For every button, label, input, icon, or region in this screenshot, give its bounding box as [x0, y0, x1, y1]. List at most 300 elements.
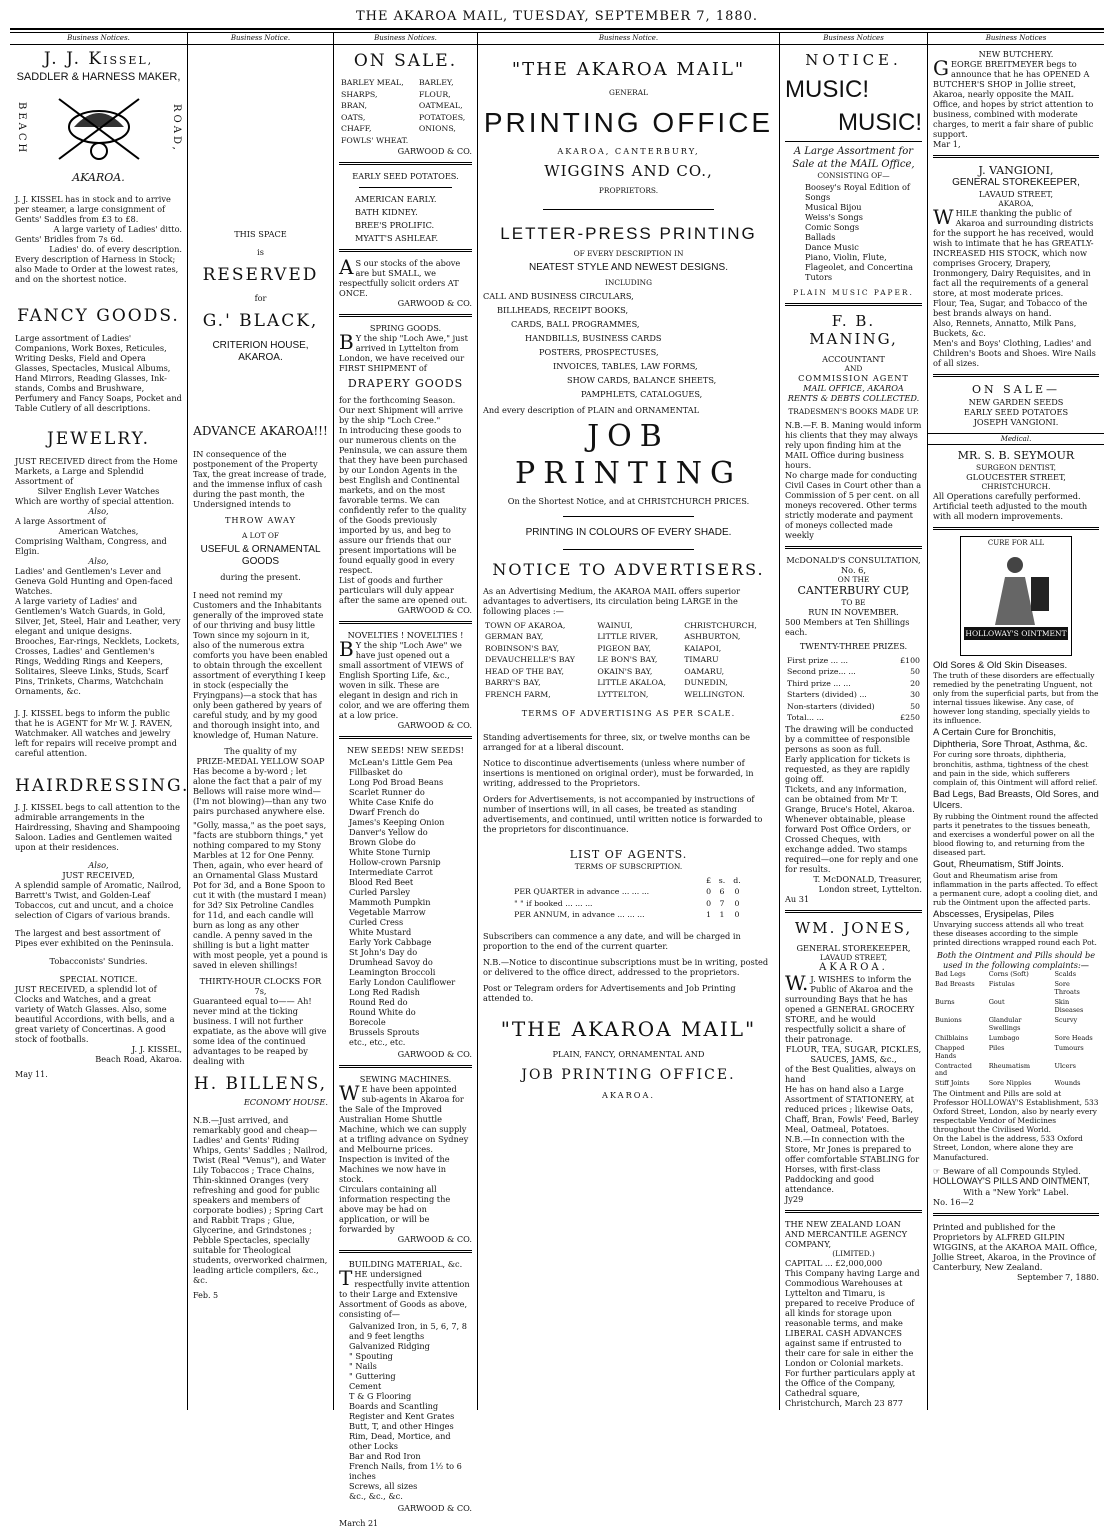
- notice-p6: Post or Telegram orders for Advertisements and Job Printing attended to.: [483, 982, 736, 1003]
- table-cell: Fistulas: [988, 980, 1015, 989]
- shortest-notice: On the Shortest Notice, and at CHRISTCHURCH PRICES.: [507, 496, 750, 507]
- maning-p2: No charge made for conducting Civil Cases in Court other than a Commission of 5 per cent. on all moneys recovered. Other terms strictly moderate and payment of moneys collected made weekly: [785, 470, 922, 541]
- table-header: d.: [733, 875, 741, 885]
- table-row: [785, 678, 922, 690]
- terms: TERMS OF ADVERTISING AS PER SCALE.: [521, 708, 736, 719]
- fancy-heading: FANCY GOODS.: [17, 306, 180, 327]
- mcd-cup: CANTERBURY CUP,: [797, 584, 910, 598]
- table-cell: 0: [734, 910, 740, 920]
- useful-goods: USEFUL & ORNAMENTAL GOODS: [200, 544, 321, 568]
- table-cell: Total... ...: [787, 713, 824, 723]
- table-cell: DEVAUCHELLE'S BAY: [485, 655, 575, 665]
- list-item: Curled Parsley: [349, 886, 410, 897]
- building-text: THE undersigned respectfully invite attention to their Large and Extensive Assortment of Goods as above, consisting of—: [339, 1265, 470, 1319]
- mail-office: MAIL OFFICE, AKAROA: [803, 383, 904, 394]
- table-cell: LITTLE RIVER,: [597, 632, 659, 642]
- spring-p2: for the forthcoming Season. Our next Shipment will arrive by the ship "Loch Cree.": [339, 394, 463, 425]
- list-item: SHOW CARDS, BALANCE SHEETS,: [567, 374, 717, 385]
- table-cell: PER QUARTER in advance ... ... ...: [514, 887, 650, 897]
- seymour-p1: All Operations carefully performed.: [933, 490, 1081, 501]
- hair-text: J. J. KISSEL begs to call attention to the admirable arrangements in the Hairdressing, Shaving and Shampooing Saloon. Ladies and Gentlemen waited upon at their residences.: [15, 802, 181, 853]
- list-item: BREE'S PROLIFIC.: [355, 220, 435, 231]
- table-row: [785, 655, 922, 667]
- table-cell: POTATOES,: [418, 112, 466, 122]
- notice-text: As an Advertising Medium, the AKAROA MAIL offers superior advantages to advertisers, its circulation being LARGE in the following places :—: [483, 585, 741, 616]
- list-item: Boards and Scantling: [349, 1400, 439, 1411]
- list-item: INVOICES, TABLES, LAW FORMS,: [553, 360, 698, 371]
- table-row: [933, 970, 1099, 980]
- drapery: DRAPERY GOODS: [347, 377, 464, 391]
- table-cell: Burns: [935, 998, 955, 1007]
- figure-icon: [961, 547, 1069, 627]
- list-item: Danver's Yellow do: [349, 826, 428, 837]
- list-item: CARDS, BALL PROGRAMMES,: [511, 318, 640, 329]
- table-cell: FRENCH FARM,: [485, 689, 551, 699]
- table-row: [339, 135, 472, 147]
- table-cell: Starters (divided) ...: [787, 690, 867, 700]
- kissel-p4: Ladies' do. of every description.: [49, 244, 182, 255]
- wm-jones: WM. JONES,: [794, 918, 913, 937]
- wm-p3: N.B.—In connection with the Store, Mr Jones is prepared to offer comfortable STABLING for Horses, with first-class Paddocking and good attendance.: [785, 1134, 920, 1195]
- beware-3: With a "New York" Label.: [963, 1186, 1069, 1197]
- table-cell: Bunions: [935, 1015, 962, 1024]
- mcd-members: 500 Members at Ten Shillings each.: [785, 616, 910, 637]
- spring-heading: SPRING GOODS.: [369, 323, 442, 334]
- nz-heading: THE NEW ZEALAND LOAN AND MERCANTILE AGENCY COMPANY,: [785, 1219, 908, 1250]
- butchery-date: Mar 1,: [933, 138, 961, 149]
- and: AND: [844, 364, 863, 374]
- table-cell: LITTLE AKALOA,: [597, 678, 666, 688]
- saddle-illustration-row: [15, 87, 182, 171]
- colours: PRINTING IN COLOURS OF EVERY SHADE.: [525, 527, 732, 539]
- table-row: [933, 1016, 1099, 1034]
- garwood-sig: GARWOOD & CO.: [397, 719, 472, 730]
- list-item: Butt, T, and other Hinges: [349, 1420, 454, 1431]
- table-row: [785, 712, 922, 724]
- table-cell: DUNEDIN,: [684, 678, 728, 688]
- table-row: [339, 123, 472, 135]
- commission-agent: COMMISSION AGENT: [798, 373, 909, 384]
- space-line-2: is: [257, 246, 264, 257]
- space-line-4: for: [254, 293, 267, 304]
- list-item: Drumhead Savoy do: [349, 956, 433, 967]
- table-cell: 0: [734, 898, 740, 908]
- sewing-p2: Inspection is invited of the Machines we now have in stock.: [339, 1153, 450, 1184]
- date: March 21: [339, 1518, 379, 1528]
- list-item: Long Pod Broad Beans: [349, 776, 444, 787]
- table-cell: FOWLS' WHEAT.: [341, 135, 409, 145]
- printed-by: Printed and published for the Proprietors by ALFRED GILPIN WIGGINS, at the AKAROA MAIL Office, Jollie Street, Akaroa, in the Province of Canterbury, New Zealand.: [933, 1221, 1098, 1272]
- rents: RENTS & DEBTS COLLECTED.: [787, 393, 920, 404]
- vangioni-p3: Also, Rennets, Annatto, Milk Pans, Buckets, &c.: [933, 318, 1077, 339]
- jewelry-p8: A large variety of Ladies' and Gentlemen's Watch Guards, in Gold, Silver, Jet, Steel, Hair and Leather, very elegant and unique designs.: [15, 595, 181, 636]
- notice-p5: N.B.—Notice to discontinue subscriptions must be in writing, posted or delivered to the office direct, addressed to the proprietors.: [483, 956, 769, 977]
- table-cell: 1: [706, 910, 712, 920]
- table-cell: BARLEY,: [418, 78, 454, 88]
- jewelry-p7: Ladies' and Gentlemen's Lever and Geneva Gold Hunting and Open-faced Watches.: [15, 565, 173, 596]
- prizes-heading: TWENTY-THREE PRIZES.: [799, 640, 908, 651]
- kissel-name: J. J. KISSEL,: [43, 48, 154, 69]
- notice-advertisers: NOTICE TO ADVERTISERS.: [492, 560, 765, 580]
- list-item: Comic Songs: [805, 221, 860, 232]
- sundries: Tobacconists' Sundries.: [49, 956, 148, 967]
- special-heading: SPECIAL NOTICE.: [59, 974, 138, 985]
- kissel-p2: A large variety of Ladies' ditto.: [53, 224, 182, 235]
- table-cell: 7: [719, 898, 725, 908]
- column-header: Business Notice.: [188, 32, 333, 45]
- vangioni-early: EARLY SEED POTATOES: [963, 406, 1069, 417]
- notice-heading: NOTICE.: [805, 50, 902, 69]
- list-item: MYATT'S ASHLEAF.: [355, 233, 439, 244]
- table-cell: Stiff Joints: [935, 1079, 970, 1088]
- mcd-p1: The drawing will be conducted by a committee of responsible persons as soon as full.: [785, 723, 914, 754]
- table-cell: CHAFF,: [341, 124, 372, 134]
- consisting: CONSISTING OF—: [817, 170, 890, 180]
- notice-p4: Subscribers can commence a any date, and will be charged in proportion to the end of the current quarter.: [483, 930, 741, 951]
- subscription-heading: TERMS OF SUBSCRIPTION.: [574, 861, 683, 871]
- list-item: Dance Music: [805, 241, 859, 252]
- table-row: [483, 677, 774, 689]
- quality: The quality of my: [224, 746, 297, 757]
- list-item: Boosey's Royal Edition of Songs: [805, 181, 910, 202]
- list-item: " Guttering: [349, 1370, 396, 1381]
- table-cell: PER ANNUM, in advance ... ... ...: [514, 910, 645, 920]
- vangioni-onsale: ON SALE—: [972, 383, 1060, 397]
- table-cell: TIMARU: [684, 655, 719, 665]
- table-cell: ONIONS,: [418, 124, 456, 134]
- mcd-date: Au 31: [785, 893, 810, 904]
- garwood-sig: GARWOOD & CO.: [397, 1233, 472, 1244]
- cure-label: CURE FOR ALL: [987, 538, 1045, 547]
- list-item: Round White do: [349, 1006, 416, 1017]
- job-printing: JOB PRINTING: [515, 418, 742, 491]
- ailments-table: [933, 970, 1099, 1089]
- table-cell: BARLEY MEAL,: [341, 78, 404, 88]
- issue-date: September 7, 1880.: [1016, 1271, 1099, 1282]
- early-heading: EARLY SEED POTATOES.: [352, 171, 459, 182]
- medical-header: Medical.: [928, 433, 1104, 446]
- table-cell: Glandular Swellings: [988, 1015, 1022, 1032]
- jewelry-p3: Which are worthy of special attention.: [15, 495, 175, 506]
- table-row: [933, 1079, 1099, 1089]
- table-cell: Second prize... ...: [787, 667, 856, 677]
- soap: PRIZE-MEDAL YELLOW SOAP: [196, 756, 325, 767]
- surgeon: SURGEON DENTIST,: [976, 462, 1056, 472]
- list-item: White Case Knife do: [349, 796, 434, 807]
- table-cell: Skin Diseases: [1054, 998, 1084, 1014]
- list-item: Scarlet Runner do: [349, 786, 425, 797]
- table-row: [483, 689, 774, 701]
- mcd-on: ON THE: [837, 575, 870, 585]
- jewelry-p10: J. J. KISSEL begs to inform the public that he is AGENT for Mr W. J. RAVEN, Watchmaker. All watches and jewelry left for repairs will receive prompt and careful attention.: [15, 707, 177, 758]
- table-row: [483, 620, 774, 632]
- table-cell: £100: [900, 655, 920, 665]
- clocks: THIRTY-HOUR CLOCKS FOR 7s,: [199, 976, 322, 997]
- saddle-illustration-icon: [49, 89, 149, 169]
- table-cell: Contracted and: [935, 1061, 972, 1078]
- column-header: Business Notice.: [478, 32, 779, 45]
- seeds-list: [339, 757, 472, 1047]
- table-cell: Corns (Soft): [988, 970, 1029, 979]
- table-cell: Third prize ... ...: [787, 678, 851, 688]
- economy-house: ECONOMY HOUSE.: [243, 1097, 328, 1108]
- list-item: Round Red do: [349, 996, 408, 1007]
- table-cell: Sore Throats: [1054, 980, 1080, 997]
- column-header: Business Notices: [780, 32, 927, 45]
- including: INCLUDING: [605, 277, 652, 287]
- table-cell: HEAD OF THE BAY,: [485, 666, 564, 676]
- mail-town-2: AKAROA.: [601, 1090, 655, 1101]
- advance-p4: "Golly, massa," as the poet says, "facts are stubborn things," yet nothing compared to my Stony Marbles at 12 for One Penny. Then, again, who ever heard of an Ornamental Glass Mustard Pot for 3d, and a Bone Spoon to cut it with (the mustard I mean) for 3d? Six Petroline Candles for 11d, and each candle will burn as long as any other candle. A penny saved in the shilling is but a light matter with most people, yet a pound is saved in eleven shillings!: [193, 820, 328, 971]
- side-label-left: BEACH: [16, 102, 28, 156]
- masthead-rule: [10, 28, 1104, 30]
- list-item: Brown Globe do: [349, 836, 416, 847]
- list-item: Blood Red Beet: [349, 876, 414, 887]
- table-cell: £250: [900, 713, 920, 723]
- nz-p2: For further particulars apply at the Office of the Company, Cathedral square,: [785, 1368, 916, 1399]
- advance-p6: N.B.—Just arrived, and remarkably good and cheap—Ladies' and Gents' Riding Whips, Gents' Saddles ; Nailrod, Twist (Real "Venus"), and Water Lily Tobaccos ; Trace Chains, Thin-skinned Oranges (very refreshing and good for public speakers and members of corporate bodies) ; Spring Cart and Rabbit Traps ; Glue, Glycerine, and Grindstones ; Pebble Spectacles, specially suitable for Theological students, overworked chairmen, leading article compilers, &c., &c.: [193, 1115, 328, 1286]
- table-cell: TOWN OF AKAROA,: [485, 620, 566, 630]
- garwood-sig: GARWOOD & CO.: [397, 604, 472, 615]
- table-cell: Bad Breasts: [935, 980, 975, 989]
- table-cell: Ulcers: [1054, 1061, 1076, 1070]
- jewelry-also-2: Also,: [88, 555, 109, 566]
- spring-p3: In introducing these goods to our numerous clients on the Peninsula, we can assure them that they have been purchased by our London Agents in the best English and Continental markets, and on the most favorable terms. We can confidently refer to the quality of the Goods previously imported by us, and beg to assure our friends that our present importations will be found equally good in every respect.: [339, 424, 468, 575]
- list-item: CALL AND BUSINESS CIRCULARS,: [483, 290, 634, 301]
- abscesses: Abscesses, Erysipelas, Piles: [933, 908, 1054, 920]
- list-item: Hollow-crown Parsnip: [349, 856, 441, 867]
- vangioni-lavaud: LAVAUD STREET,: [978, 189, 1054, 200]
- wm-lavaud: LAVAUD STREET,: [819, 953, 888, 963]
- mcd-p4: Whenever obtainable, please forward Post Office Orders, or Crossed Cheques, with exchange added. Two stamps required—one for reply and one for results.: [785, 813, 919, 874]
- vangioni-p2: Flour, Tea, Sugar, and Tobacco of the best brands always on hand.: [933, 298, 1088, 319]
- column-header: Business Notices.: [334, 32, 477, 45]
- table-row: [512, 898, 745, 910]
- sewing-p3: Circulars containing all information respecting the above may be had on application, or will be forwarded by: [339, 1183, 451, 1234]
- list-item: Bar and Rod Iron: [349, 1450, 421, 1461]
- date: May 11.: [15, 1070, 48, 1080]
- nz-capital: CAPITAL ... £2,000,000: [785, 1258, 883, 1269]
- kissel-p1: J. J. KISSEL has in stock and to arrive per steamer, a large consignment of Gents' Saddles from £3 to £8.: [15, 194, 171, 225]
- table-row: [785, 689, 922, 701]
- ad-number: No. 16—2: [933, 1196, 974, 1207]
- advance-p5: Guaranteed equal to—— Ah! never mind at the ticking business. I will not further expatiate, as the above will give some idea of the continued advantages to be reaped by dealing with: [193, 996, 327, 1067]
- mcd-sig-1: T. McDONALD, Treasurer,: [813, 873, 922, 884]
- accountant: ACCOUNTANT: [822, 354, 885, 365]
- sold-text: The Ointment and Pills are sold at Professor HOLLOWAY'S Establishment, 533 Oxford Street, London, also by nearly every respectable Vendor of Medicines throughout the Civilised World.: [933, 1089, 1099, 1135]
- table-cell: OAMARU,: [684, 666, 725, 676]
- sewing-heading: SEWING MACHINES.: [359, 1073, 452, 1084]
- billens: H. BILLENS,: [193, 1074, 328, 1095]
- of-every: OF EVERY DESCRIPTION IN: [573, 248, 684, 258]
- list-item: Piano, Violin, Flute, Flageolet, and Concertina Tutors: [805, 251, 914, 282]
- list-item: Vegetable Marrow: [349, 906, 426, 917]
- list-item: Screws, all sizes: [349, 1480, 418, 1491]
- table-cell: Lumbago: [988, 1033, 1020, 1042]
- spring-p1: BY the ship "Loch Awe," just arrived in Lyttelton from London, we have received our FIRST SHIPMENT of: [339, 330, 468, 374]
- list-item: Early London Cauliflower: [349, 976, 456, 987]
- table-row: [339, 112, 472, 124]
- wm-gen: GENERAL STOREKEEPER,: [796, 943, 911, 954]
- list-item: Rim, Dead, Mortice, and other Locks: [349, 1430, 451, 1451]
- list-item: " Nails: [349, 1360, 377, 1371]
- table-cell: SHARPS,: [341, 89, 378, 99]
- plain-music-paper: PLAIN MUSIC PAPER.: [793, 287, 914, 297]
- music-1: MUSIC!: [785, 75, 869, 103]
- list-item: McLean's Little Gem Pea: [349, 756, 453, 767]
- general: GENERAL: [609, 88, 648, 98]
- table-row: [933, 980, 1099, 998]
- garwood-sig: GARWOOD & CO.: [397, 1048, 472, 1059]
- onsale-heading: ON SALE.: [353, 50, 458, 71]
- wm-p2: He has on hand also a Large Assortment of STATIONERY, at reduced prices ; likewise Oats, Chaff, Bran, Fowls' Feed, Barley Meal, Oatmeal, Potatoes.: [785, 1084, 919, 1135]
- mcd-run: RUN IN NOVEMBER.: [808, 606, 899, 617]
- column-header: Business Notices: [928, 32, 1104, 45]
- table-cell: LE BON'S BAY,: [597, 655, 658, 665]
- books: TRADESMEN'S BOOKS MADE UP.: [788, 407, 919, 417]
- table-cell: ASHBURTON,: [684, 632, 741, 642]
- table-cell: Tumours: [1054, 1043, 1084, 1052]
- list-item: Brussels Sprouts: [349, 1026, 420, 1037]
- vangioni-gen: GENERAL STOREKEEPER,: [952, 176, 1080, 188]
- table-cell: WAINUI,: [597, 620, 633, 630]
- seymour: MR. S. B. SEYMOUR: [957, 449, 1075, 463]
- advance-heading: ADVANCE AKAROA!!!: [193, 424, 328, 439]
- wm-flour: FLOUR, TEA, SUGAR, PICKLES, SAUCES, JAMS, &c.,: [785, 1044, 922, 1065]
- table-cell: Non-starters (divided): [787, 701, 875, 711]
- table-cell: [417, 135, 472, 147]
- garwood-sig: GARWOOD & CO.: [397, 1502, 472, 1513]
- both-heading: Both the Ointment and Pills should be used in the following complaints:—: [936, 950, 1096, 971]
- kissel-sig-1: J. J. KISSEL,: [131, 1044, 182, 1055]
- tobacco-text: A splendid sample of Aromatic, Nailrod, Barrett's Twist, and Golden-Leaf Tobaccos, cut and uncut, and a choice selection of Cigars of various brands.: [15, 880, 182, 921]
- printing-office: PRINTING OFFICE: [483, 106, 774, 138]
- list-item: PAMPHLETS, CATALOGUES,: [581, 388, 703, 399]
- list-item: Long Red Radish: [349, 986, 420, 997]
- table-cell: OATS,: [341, 112, 366, 122]
- wiggins: WIGGINS AND CO.,: [544, 161, 713, 180]
- kissel-town: AKAROA.: [72, 170, 125, 184]
- kissel-p3: Gents' Bridles from 7s 6d.: [15, 234, 124, 245]
- jewelry-heading: JEWELRY.: [46, 428, 151, 449]
- table-cell: 0: [706, 887, 712, 897]
- table-row: [339, 89, 472, 101]
- jewelry-p6: Comprising Waltham, Congress, and Elgin.: [15, 535, 167, 556]
- mail-town: AKAROA, CANTERBURY,: [557, 145, 700, 156]
- advance-p1: IN consequence of the postponement of the Property Tax, the great increase of trade, and the immense influx of cash during the past month, the Undersigned intends to: [193, 449, 327, 509]
- list-item: Musical Bijou: [805, 201, 862, 212]
- kissel-p5: Every description of Harness in Stock; also Made to Order at the lowest rates, and on the shortest notice.: [15, 254, 179, 285]
- table-cell: 30: [910, 690, 920, 700]
- sewing-p1: WE have been appointed sub-agents in Akaroa for the Sale of the Improved Australian Home Shuttle Machine, which we can supply at a trifling advance on Sydney and Melbourne prices.: [339, 1080, 469, 1154]
- abscesses-text: Unvarying success attends all who treat these diseases according to the simple printed directions wrapped round each Pot.: [933, 920, 1097, 948]
- music-list: [785, 182, 922, 282]
- notice-p3: Orders for Advertisements, is not accompanied by instructions of number of insertions will, in all cases, be treated as standing advertisements, and continued, until written notice is forwarded to the proprietors for discontinuance.: [483, 794, 763, 835]
- table-row: [933, 1062, 1099, 1080]
- jewelry-also-1: Also,: [88, 505, 109, 516]
- list-item: White Mustard: [349, 926, 412, 937]
- table-row: [483, 643, 774, 655]
- column-header: Business Notices.: [10, 32, 187, 45]
- mcd-p2: Early application for tickets is requested, as they are rapidly going off.: [785, 753, 911, 784]
- mcd-sig-2: London street, Lyttelton.: [818, 883, 922, 894]
- column-3: [333, 32, 477, 1528]
- table-cell: Sore Heads: [1054, 1033, 1093, 1042]
- table-cell: Chapped Hands: [935, 1043, 965, 1060]
- table-row: [512, 909, 745, 921]
- notice-p1: Standing advertisements for three, six, or twelve months can be arranged for at a liberal discount.: [483, 732, 751, 753]
- mcd-tobe: TO BE: [841, 597, 866, 607]
- list-item: St John's Day do: [349, 946, 418, 957]
- maning: F. B. MANING,: [809, 311, 898, 349]
- garwood-sig: GARWOOD & CO.: [397, 298, 472, 309]
- table-cell: BRAN,: [341, 101, 368, 111]
- bad-legs: Bad Legs, Bad Breasts, Old Sores, and Ulcers.: [933, 788, 1099, 812]
- mcd-heading: McDONALD'S CONSULTATION, No. 6,: [786, 555, 921, 576]
- table-cell: BARRY'S BAY,: [485, 678, 541, 688]
- masthead: THE AKAROA MAIL, TUESDAY, SEPTEMBER 7, 1880.: [355, 9, 759, 24]
- list-item: Cement: [349, 1380, 382, 1391]
- table-cell: Wounds: [1054, 1079, 1081, 1088]
- a-lot-of: A LOT OF: [241, 531, 280, 540]
- table-row: [483, 654, 774, 666]
- list-item: Intermediate Carrot: [349, 866, 433, 877]
- print-list: [483, 291, 774, 399]
- just-received: JUST RECEIVED,: [62, 870, 135, 881]
- proprietors: PROPRIETORS.: [598, 185, 659, 195]
- nz-p1: This Company having Large and Commodious Warehouses at Lyttelton and Timaru, is prepared to receive Produce of all kinds for storage upon reasonable terms, and make LIBERAL CASH ADVANCES against same if entrusted to their care for sale in either the London or Colonial markets.: [785, 1268, 920, 1369]
- table-cell: PIGEON BAY,: [597, 643, 651, 653]
- beware-2: HOLLOWAY'S PILLS AND OINTMENT,: [933, 1175, 1090, 1186]
- table-row: [339, 77, 472, 89]
- fancy-text: Large assortment of Ladies' Companions, Work Boxes, Reticules, Writing Desks, Field and Opera Glasses, Spectacles, Musical Albums, Hand Mirrors, Reading Glasses, Ink-stands, Combs and Brushware, Perfumery and Fancy Soaps, Pocket and Table Cutlery of all descriptions.: [15, 332, 182, 413]
- column-1: [10, 32, 190, 1410]
- list-item: Dwarf French do: [349, 806, 420, 817]
- spring-p4: List of goods and further particulars will duly appear after the same are opened out.: [339, 574, 468, 605]
- table-cell: GERMAN BAY,: [485, 632, 544, 642]
- vangioni-sig: JOSEPH VANGIONI.: [973, 416, 1059, 427]
- gout: Gout, Rheumatism, Stiff Joints.: [933, 858, 1064, 870]
- table-cell: CHRISTCHURCH,: [684, 620, 757, 630]
- old-sores-text: The truth of these disorders are effectually remedied by the penetrating Unguent, not only from the superficial parts, but from the internal tissues likewise. Any case, of however long standing, specially yields to its influence.: [933, 671, 1099, 726]
- table-cell: Gout: [988, 998, 1005, 1007]
- butchery-heading: NEW BUTCHERY.: [978, 48, 1054, 59]
- table-cell: Scurvy: [1054, 1015, 1078, 1024]
- table-header: £: [706, 875, 712, 885]
- list-item: AMERICAN EARLY.: [355, 194, 437, 205]
- list-item: Galvanized Iron, in 5, 6, 7, 8 and 9 feet lengths: [349, 1320, 467, 1341]
- vangioni-akaroa: AKAROA,: [998, 199, 1034, 209]
- list-item: " Spouting: [349, 1350, 393, 1361]
- table-row: [785, 701, 922, 713]
- throw-away: THROW AWAY: [224, 515, 297, 525]
- date: Feb. 5: [193, 1291, 219, 1301]
- table-row: [933, 1044, 1099, 1062]
- table-cell: WELLINGTON.: [684, 689, 745, 699]
- table-cell: OATMEAL,: [418, 101, 463, 111]
- advance-p2: I need not remind my Customers and the Inhabitants generally of the improved state of our thriving and busy little Town since my sojourn in it, also of the numerous extra comforts you have been enabled to obtain through the excellent assortment of everything I keep in stock (especially the Fryingpans)—a stock that has only been gathered by years of careful study, and by my good and thorough insight into, and knowledge of, Human Nature.: [193, 590, 328, 741]
- table-cell: Bad Legs: [935, 970, 966, 979]
- list-item: Curled Cress: [349, 916, 404, 927]
- old-sores: Old Sores & Old Skin Diseases.: [933, 659, 1068, 671]
- space-reserved: RESERVED: [202, 264, 319, 285]
- kissel-sig-2: Beach Road, Akaroa.: [95, 1054, 182, 1065]
- hair-heading: HAIRDRESSING.: [15, 775, 190, 796]
- bronchitis: A Certain Cure for Bronchitis, Diphtheria, Sore Throat, Asthma, &c.: [933, 727, 1088, 750]
- prizes-table: [785, 655, 922, 724]
- jewelry-p2: Silver English Lever Watches: [37, 485, 160, 496]
- table-cell: ROBINSON'S BAY,: [485, 643, 560, 653]
